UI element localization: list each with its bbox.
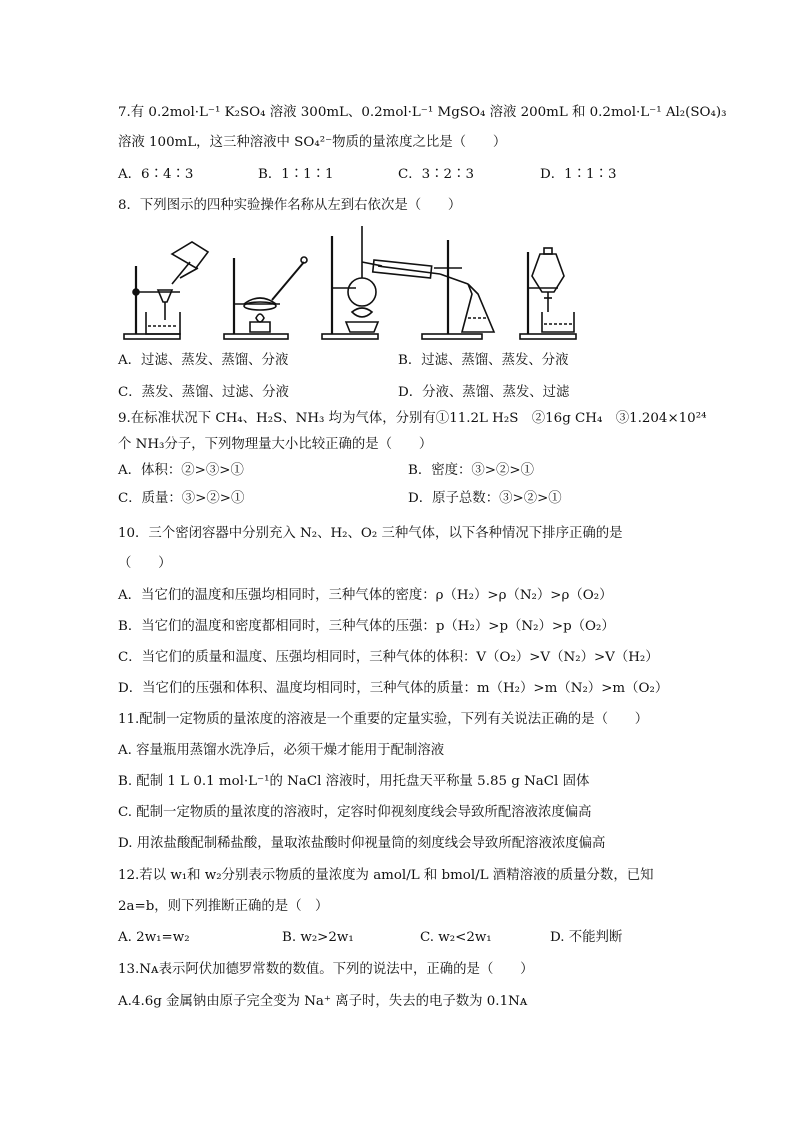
q9-option-c: C．质量：③>②>① [118,491,245,506]
q8-option-c: C．蒸发、蒸馏、过滤、分液 [118,385,289,400]
q11-stem: 11.配制一定物质的量浓度的溶液是一个重要的定量实验，下列有关说法正确的是（ ） [118,712,649,727]
q12-option-d: D. 不能判断 [550,930,623,945]
q7-option-c: C．3∶2∶3 [398,167,474,182]
q11-option-b: B. 配制 1 L 0.1 mol·L⁻¹的 NaCl 溶液时，用托盘天平称量 5.85 g NaCl 固体 [118,774,590,789]
q10-option-a: A．当它们的温度和压强均相同时，三种气体的密度：ρ（H₂）>ρ（N₂）>ρ（O₂） [118,588,613,603]
q10-option-c: C．当它们的质量和温度、压强均相同时，三种气体的体积：V（O₂）>V（N₂）>V（H₂） [118,650,659,665]
q13-option-a: A.4.6g 金属钠由原子完全变为 Na⁺ 离子时，失去的电子数为 0.1Nᴀ [118,994,528,1009]
q10-stem-line2: （ ） [118,556,172,571]
q9-stem-line2: 个 NH₃分子，下列物理量大小比较正确的是（ ） [118,437,433,452]
apparatus-figure [118,222,598,344]
filtration-apparatus [118,222,216,344]
q9-stem-line1: 9.在标准状况下 CH₄、H₂S、NH₃ 均为气体，分别有①11.2L H₂S ②16g CH₄ ③1.204×10²⁴ [118,411,707,426]
q10-option-d: D．当它们的压强和体积、温度均相同时，三种气体的质量：m（H₂）>m（N₂）>m（O₂） [118,681,669,696]
q12-option-a: A. 2w₁=w₂ [118,930,190,945]
q8-option-b: B．过滤、蒸馏、蒸发、分液 [398,353,569,368]
q7-option-d: D．1∶1∶3 [540,167,617,182]
q9-option-b: B．密度：③>②>① [408,463,535,478]
q9-option-a: A．体积：②>③>① [118,463,244,478]
q13-stem: 13.Nᴀ表示阿伏加德罗常数的数值。下列的说法中，正确的是（ ） [118,962,534,977]
q8-option-a: A．过滤、蒸发、蒸馏、分液 [118,353,289,368]
distillation-apparatus [318,222,510,344]
q7-option-a: A．6∶4∶3 [118,167,194,182]
q9-option-d: D．原子总数：③>②>① [408,491,562,506]
q7-stem-line1: 7.有 0.2mol·L⁻¹ K₂SO₄ 溶液 300mL、0.2mol·L⁻¹ MgSO₄ 溶液 200mL 和 0.2mol·L⁻¹ Al₂(SO₄)₃ [118,105,727,120]
q12-option-b: B. w₂>2w₁ [282,930,354,945]
q11-option-d: D. 用浓盐酸配制稀盐酸，量取浓盐酸时仰视量筒的刻度线会导致所配溶液浓度偏高 [118,836,606,851]
separation-apparatus [518,222,590,344]
q10-option-b: B．当它们的温度和密度都相同时，三种气体的压强：p（H₂）>p（N₂）>p（O₂） [118,619,615,634]
q8-option-d: D．分液、蒸馏、蒸发、过滤 [398,385,570,400]
q11-option-a: A. 容量瓶用蒸馏水洗净后，必须干燥才能用于配制溶液 [118,743,445,758]
q7-option-b: B．1∶1∶1 [258,167,334,182]
evaporation-apparatus [220,222,312,344]
q8-stem: 8．下列图示的四种实验操作名称从左到右依次是（ ） [118,198,462,213]
q12-stem-line1: 12.若以 w₁和 w₂分别表示物质的量浓度为 amol/L 和 bmol/L 酒精溶液的质量分数，已知 [118,868,654,883]
q12-stem-line2: 2a=b，则下列推断正确的是（ ） [118,899,329,914]
q10-stem-line1: 10．三个密闭容器中分别充入 N₂、H₂、O₂ 三种气体，以下各种情况下排序正确的是 [118,526,623,541]
q11-option-c: C. 配制一定物质的量浓度的溶液时，定容时仰视刻度线会导致所配溶液浓度偏高 [118,805,592,820]
q7-stem-line2: 溶液 100mL，这三种溶液中 SO₄²⁻物质的量浓度之比是（ ） [118,135,507,150]
q12-option-c: C. w₂<2w₁ [420,930,492,945]
